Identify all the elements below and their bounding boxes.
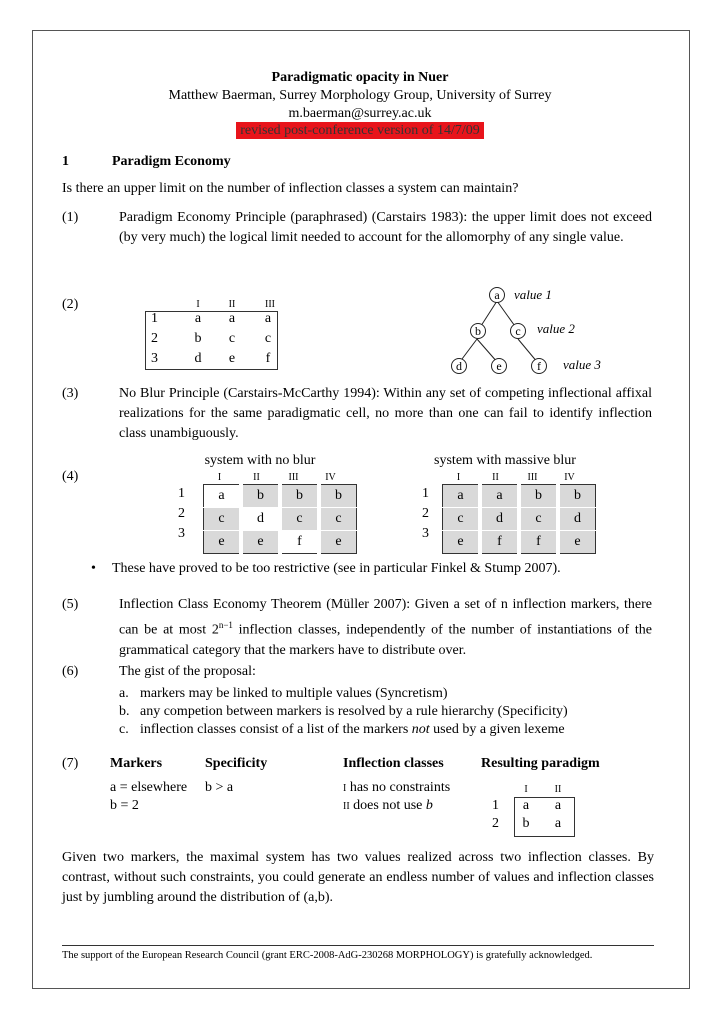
ex7-specificity: b > a (205, 780, 234, 795)
row-label: 1 (422, 486, 429, 501)
ex6-item-text (140, 722, 565, 738)
col-header: I (456, 472, 461, 483)
ex2-cell: a (264, 311, 272, 326)
ex5-text-b: inflection classes, independently of the number of instantiations of the grammatical category that the markers have to distribute over. (119, 622, 652, 658)
ex2-cell: a (228, 311, 236, 326)
ex2-row-label: 3 (151, 351, 158, 366)
grid-cell: a (480, 485, 519, 508)
grid-cell: a (443, 485, 481, 508)
row-label: 3 (178, 526, 185, 541)
ex7-paradigm-col: I (524, 784, 528, 795)
ex7-paradigm-cell: a (554, 798, 562, 813)
massive-blur-caption: system with massive blur (434, 453, 576, 468)
bullet-text: These have proved to be too restrictive (see in particular Finkel & Stump 2007). (112, 561, 561, 576)
paper-title: Paradigmatic opacity in Nuer (271, 70, 449, 85)
grid-cell: e (443, 531, 481, 554)
ex7-class-text: does not use (349, 798, 426, 813)
ex7-class-constraint (343, 780, 450, 796)
ex7-paradigm-row-label: 1 (492, 798, 499, 813)
author-email: m.baerman@surrey.ac.uk (288, 106, 432, 121)
col-header: I (217, 472, 222, 483)
example-3-number: (3) (62, 386, 79, 401)
ex6-item-text: markers may be linked to multiple values (Syncretism) (140, 686, 448, 701)
tree-value-label: value 3 (563, 357, 601, 372)
ex7-paradigm-cell: a (554, 816, 562, 831)
grid-cell: a (218, 488, 225, 503)
row-label: 2 (422, 506, 429, 521)
col-header: IV (564, 472, 575, 483)
ex2-cell: c (228, 331, 236, 346)
col-header: IV (325, 472, 336, 483)
grid-row (204, 508, 357, 531)
grid-cell: c (204, 508, 242, 531)
ex6-item-prefix: b. (119, 704, 130, 719)
tree-node: c (510, 323, 526, 339)
ex6-c-italic: not (411, 722, 430, 737)
ex6-item-prefix: c. (119, 722, 129, 737)
ex5-text-a: Inflection Class Economy Theorem (Müller 2007): Given a set of n inflection markers, there can be at most 2 (119, 597, 652, 638)
grid-cell: e (241, 531, 280, 554)
ex6-c-text-a: inflection classes consist of a list of the markers (140, 722, 412, 737)
grid-cell: c (319, 508, 357, 531)
ex6-c-text-b: used by a given lexeme (429, 722, 565, 737)
ex7-class-text: has no constraints (346, 780, 451, 795)
ex7-paradigm-row-label: 2 (492, 816, 499, 831)
no-blur-caption: system with no blur (204, 453, 316, 468)
ex7-header: Inflection classes (343, 756, 444, 771)
tree-node: f (531, 358, 547, 374)
grid-row (443, 508, 596, 531)
row-label: 2 (178, 506, 185, 521)
grid-cell: f (519, 531, 558, 554)
conclusion-paragraph: Given two markers, the maximal system has two values realized across two inflection classes. By contrast, without such constraints, you could generate an endless number of values and inflection classes just by jumbling around the distribution of (a,b). (62, 850, 654, 905)
ex2-row-label: 2 (151, 331, 158, 346)
grid-cell: b (241, 485, 280, 508)
tree-node: a (489, 287, 505, 303)
grid-cell: b (519, 485, 558, 508)
ex2-cell: d (194, 351, 202, 366)
section-title: Paradigm Economy (112, 154, 231, 169)
ex7-class-label: I (343, 783, 347, 794)
revision-note: revised post-conference version of 14/7/09 (236, 122, 484, 139)
example-7-number: (7) (62, 756, 79, 771)
tree-value-label: value 2 (537, 321, 575, 336)
ex7-header: Resulting paradigm (481, 756, 600, 771)
footnote: The support of the European Research Council (grant ERC-2008-AdG-230268 MORPHOLOGY) is gratefully acknowledged. (62, 950, 593, 961)
ex7-paradigm-cell: a (522, 798, 530, 813)
grid-cell: b (280, 485, 319, 508)
example-1-number: (1) (62, 210, 79, 225)
massive-blur-table (442, 472, 602, 484)
example-2-number: (2) (62, 297, 79, 312)
ex2-col-header: I (196, 299, 200, 310)
ex7-marker: a = elsewhere (110, 780, 188, 795)
ex7-class-constraint (343, 798, 433, 814)
grid-cell: d (558, 508, 596, 531)
example-1-text: Paradigm Economy Principle (paraphrased) (Carstairs 1983): the upper limit does not exceed (by very much) the logical limit needed to account for the allomorphy of any single value. (119, 210, 652, 245)
grid-cell: e (558, 531, 596, 554)
grid-row (443, 531, 596, 554)
grid-cell: f (280, 531, 319, 554)
bullet-dot: • (91, 561, 96, 576)
grid-cell: f (480, 531, 519, 554)
tree-value-label: value 1 (514, 287, 552, 302)
ex7-paradigm-col: II (554, 784, 562, 795)
grid-cell: c (519, 508, 558, 531)
ex2-col-header: III (265, 299, 275, 310)
tree-node: e (491, 358, 507, 374)
massive-blur-grid (442, 484, 596, 554)
ex7-paradigm-cell: b (522, 816, 530, 831)
ex2-cell: b (194, 331, 202, 346)
example-6-number: (6) (62, 664, 79, 679)
grid-row (443, 485, 596, 508)
ex7-header: Specificity (205, 756, 268, 771)
ex2-cell: a (194, 311, 202, 326)
grid-cell: c (280, 508, 319, 531)
ex2-cell: e (228, 351, 236, 366)
grid-row (204, 531, 357, 554)
grid-cell: b (319, 485, 357, 508)
example-5-number: (5) (62, 597, 79, 612)
example-6-lead: The gist of the proposal: (119, 664, 256, 679)
ex7-class-label: II (343, 801, 350, 812)
example-5-text (119, 595, 652, 661)
example-3-text: No Blur Principle (Carstairs-McCarthy 1994): Within any set of competing inflectional affixal realizations for the same paradigmatic cell, no more than one can fail to identify inflection class unambiguously. (119, 386, 652, 441)
ex2-row-label: 1 (151, 311, 158, 326)
author-line: Matthew Baerman, Surrey Morphology Group, University of Surrey (168, 88, 552, 103)
ex7-marker: b = 2 (110, 798, 139, 813)
ex7-header: Markers (110, 756, 163, 771)
no-blur-grid (203, 484, 357, 554)
grid-cell: e (204, 531, 242, 554)
ex2-cell: f (265, 351, 271, 366)
ex2-col-header: II (228, 299, 236, 310)
ex7-class-italic: b (425, 798, 433, 813)
grid-cell: d (480, 508, 519, 531)
col-header: III (288, 472, 299, 483)
row-label: 1 (178, 486, 185, 501)
grid-cell: d (241, 508, 280, 531)
tree-node: d (451, 358, 467, 374)
ex6-item-text: any competion between markers is resolved by a rule hierarchy (Specificity) (140, 704, 568, 719)
ex2-cell: c (264, 331, 272, 346)
col-header: II (253, 472, 260, 483)
footnote-rule (62, 945, 654, 946)
section-number: 1 (62, 154, 69, 169)
example-4-number: (4) (62, 469, 79, 484)
ex5-superscript: n−1 (218, 620, 233, 630)
grid-cell: e (319, 531, 357, 554)
intro-question: Is there an upper limit on the number of inflection classes a system can maintain? (62, 181, 519, 196)
col-header: III (527, 472, 538, 483)
ex6-item-prefix: a. (119, 686, 129, 701)
grid-cell: c (443, 508, 481, 531)
row-label: 3 (422, 526, 429, 541)
grid-cell: b (558, 485, 596, 508)
tree-node: b (470, 323, 486, 339)
col-header: II (492, 472, 499, 483)
grid-row (204, 485, 357, 508)
